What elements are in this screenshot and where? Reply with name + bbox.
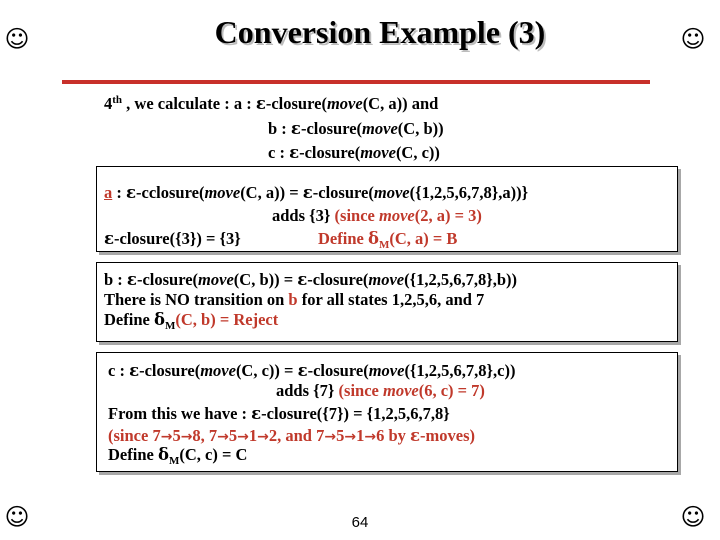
case-c-line-3: From this we have : ε-closure({7}) = {1,2,5,6,7,8} <box>108 404 450 423</box>
case-a-line-1: a : ε-cclosure(move(C, a)) = ε-closure(move({1,2,5,6,7,8},a))} <box>104 183 529 202</box>
title-divider <box>62 80 650 84</box>
case-c-line-1: c : ε-closure(move(C, c)) = ε-closure(move({1,2,5,6,7,8},c)) <box>108 361 516 380</box>
case-c-line-4: (since 7→5→8, 7→5→1→2, and 7→5→1→6 by ε-moves) <box>108 426 476 445</box>
intro-line-3: c : ε-closure(move(C, c)) <box>268 143 440 162</box>
smiley-icon-top-right: ☺ <box>680 25 706 53</box>
case-a-line-3: ε-closure({3}) = {3} <box>104 229 241 248</box>
case-b-line-1: b : ε-closure(move(C, b)) = ε-closure(move({1,2,5,6,7,8},b)) <box>104 270 518 289</box>
slide-title: Conversion Example (3) <box>214 14 546 50</box>
intro-line-2: b : ε-closure(move(C, b)) <box>268 119 444 138</box>
smiley-icon-bottom-left: ☺ <box>4 503 30 531</box>
case-c-line-2: adds {7} (since move(6, c) = 7) <box>276 381 485 400</box>
case-a-define: Define $\delta_M(C$, a) = B <box>318 229 458 251</box>
intro-line-1: 4th , we calculate : a : ε-closure(move(C, a)) and <box>104 94 439 113</box>
smiley-icon-bottom-right: ☺ <box>680 503 706 531</box>
case-b-line-3: Define $\delta_M(C$, b) = Reject <box>104 310 279 332</box>
case-a-line-2: adds {3} (since move(2, a) = 3) <box>272 206 482 225</box>
case-b-line-2: There is NO transition on b for all states 1,2,5,6, and 7 <box>104 290 485 309</box>
smiley-icon-top-left: ☺ <box>4 25 30 53</box>
case-c-line-5: Define $\delta_M(C$, c) = C <box>108 445 248 467</box>
page-number: 64 <box>351 514 369 531</box>
